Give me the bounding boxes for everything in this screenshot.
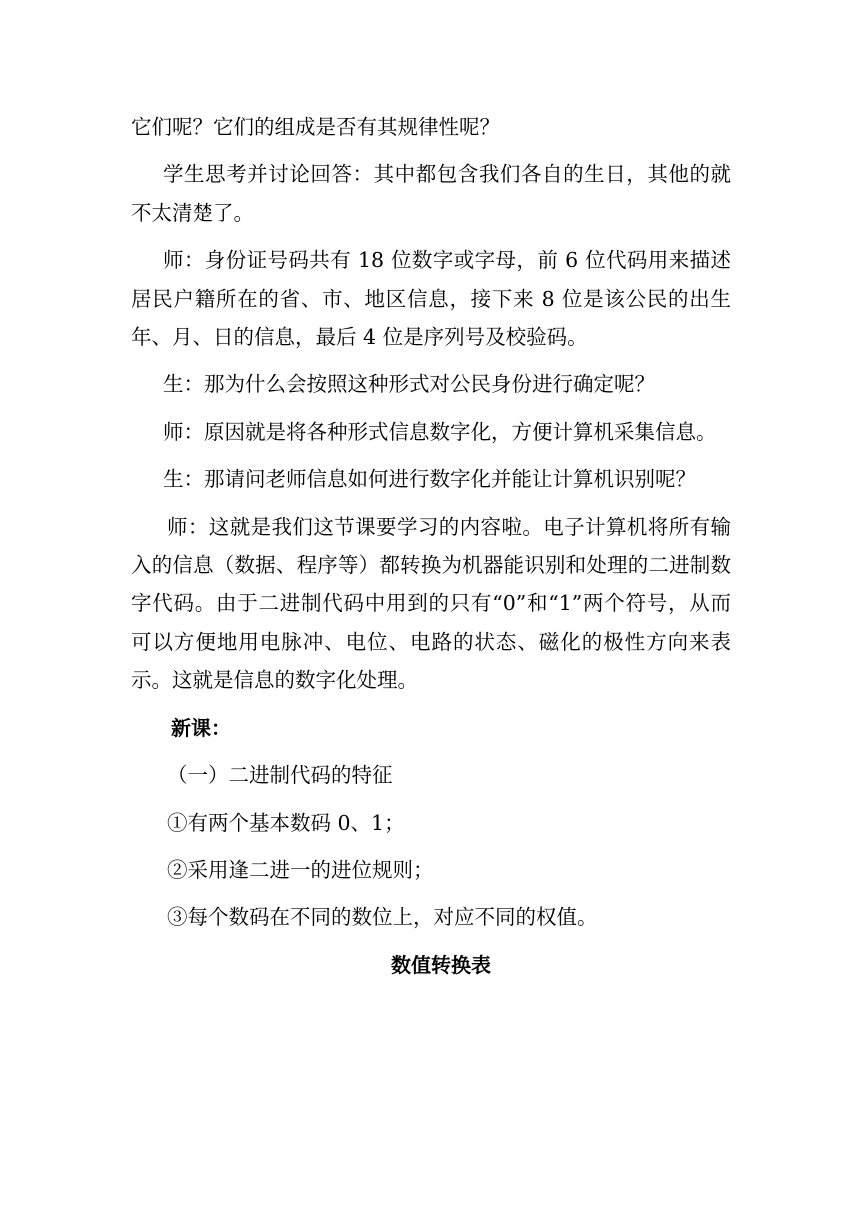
feature-item-2: ②采用逢二进一的进位规则；: [167, 857, 434, 882]
paragraph-student-question-2: 生：那请问老师信息如何进行数字化并能让计算机识别呢？: [163, 467, 696, 492]
paragraph-teacher-digitization: 师：这就是我们这节课要学习的内容啦。电子计算机将所有输入的信息（数据、程序等）都转换为机器能识别和处理的二进制数字代码。由于二进制代码中用到的只有“0”和“1”两个符号，从而可以方便地用电脉冲、电位、电路的状态、磁化的极性方向来表示。这就是信息的数字化处理。: [131, 514, 731, 693]
feature-item-1: ①有两个基本数码 0、1；: [167, 810, 405, 835]
feature-item-3: ③每个数码在不同的数位上，对应不同的权值。: [167, 905, 598, 930]
paragraph-student-question-1: 生：那为什么会按照这种形式对公民身份进行确定呢？: [163, 372, 655, 397]
section-title-binary-features: （一）二进制代码的特征: [167, 763, 393, 788]
table-title: 数值转换表: [391, 952, 491, 977]
new-lesson-heading: 新课：: [171, 715, 231, 740]
paragraph-continuation: 它们呢？它们的组成是否有其规律性呢？: [131, 115, 500, 139]
paragraph-teacher-id-explanation: 师：身份证号码共有 18 位数字或字母，前 6 位代码用来描述居民户籍所在的省、市、地区信息，接下来 8 位是该公民的出生年、月、日的信息，最后 4 位是序列号及校验码。: [131, 248, 731, 350]
paragraph-student-answer: 学生思考并讨论回答：其中都包含我们各自的生日，其他的就不太清楚了。: [131, 162, 731, 225]
document-body: [131, 108, 731, 984]
paragraph-teacher-reason: 师：原因就是将各种形式信息数字化，方便计算机采集信息。: [163, 419, 717, 444]
